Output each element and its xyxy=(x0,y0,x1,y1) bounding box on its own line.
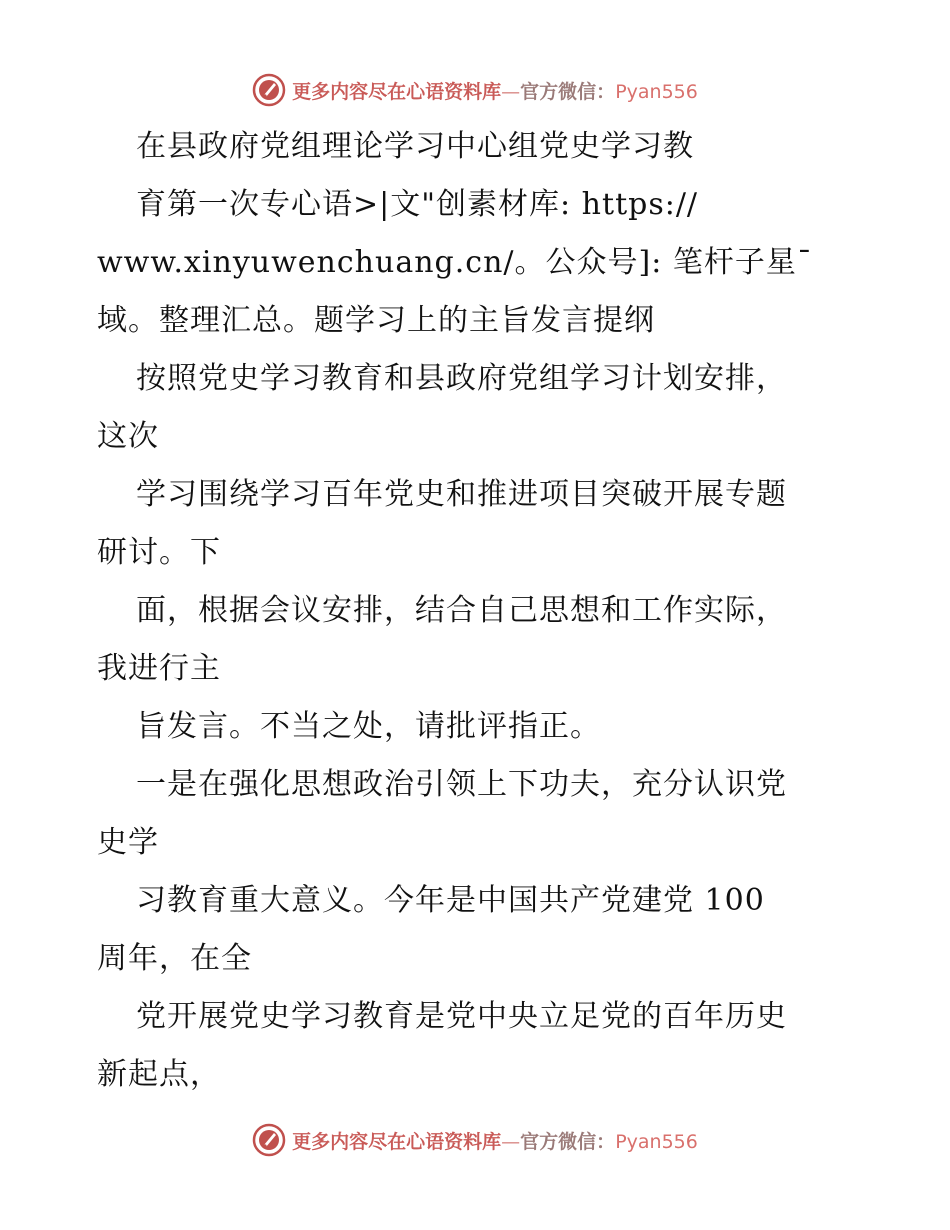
text-line: 党开展党史学习教育是党中央立足党的百年历史 xyxy=(136,999,787,1034)
text-line: 这次 xyxy=(97,419,159,454)
text-line: 旨发言。不当之处，请批评指正。 xyxy=(136,709,601,744)
text-line: 域。整理汇总。题学习上的主旨发言提纲 xyxy=(97,303,655,338)
text-line: 一是在强化思想政治引领上下功夫，充分认识党 xyxy=(136,767,787,802)
text-line: 我进行主 xyxy=(97,651,221,686)
footer-banner xyxy=(0,1120,950,1160)
text-line: 按照党史学习教育和县政府党组学习计划安排， xyxy=(136,361,787,396)
header-banner xyxy=(0,70,950,110)
text-line: 新起点， xyxy=(97,1057,221,1092)
text-line: 研讨。下 xyxy=(97,535,221,570)
text-line: 面，根据会议安排，结合自己思想和工作实际， xyxy=(136,593,787,628)
banner-text: 更多内容尽在心语资料库—官方微信：Pyan556 xyxy=(292,80,698,103)
banner-text: 更多内容尽在心语资料库—官方微信：Pyan556 xyxy=(292,1130,698,1153)
text-line: 在县政府党组理论学习中心组党史学习教 xyxy=(136,129,694,164)
text-line: 周年，在全 xyxy=(97,941,252,976)
text-line: 史学 xyxy=(97,825,159,860)
text-line: www.xinyuwenchuang.cn/。公众号]: 笔杆子星¯ xyxy=(97,245,813,280)
document-body xyxy=(97,118,857,1104)
pen-logo-icon xyxy=(252,73,286,107)
text-line: 育第一次专心语>|文"创素材库: https:// xyxy=(136,187,699,222)
text-line: 习教育重大意义。今年是中国共产党建党 100 xyxy=(136,883,765,918)
pen-logo-icon xyxy=(252,1123,286,1157)
text-line: 学习围绕学习百年党史和推进项目突破开展专题 xyxy=(136,477,787,512)
